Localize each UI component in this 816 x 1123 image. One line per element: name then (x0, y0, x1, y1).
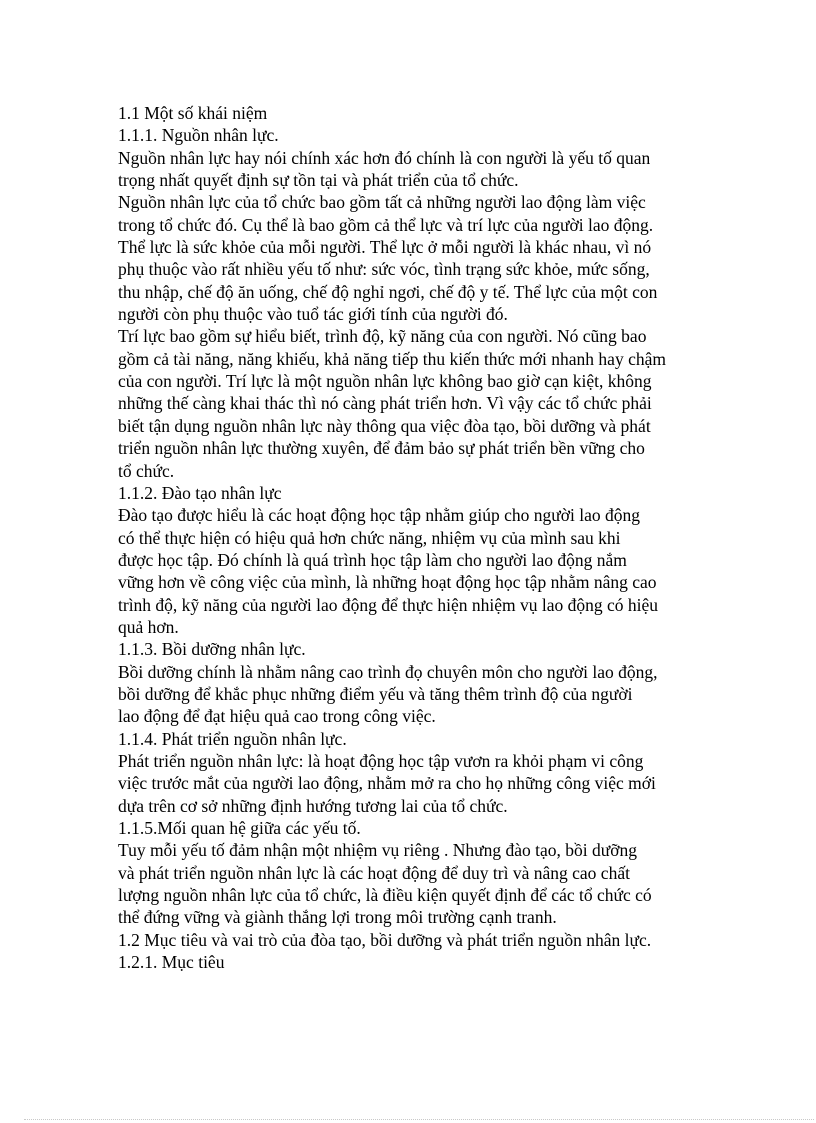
text-line: Trí lực bao gồm sự hiểu biết, trình độ, kỹ năng của con người. Nó cũng bao (118, 326, 647, 347)
subsection-heading: 1.1.3. Bồi dưỡng nhân lực. (118, 639, 306, 660)
text-line: Đào tạo được hiểu là các hoạt động học tập nhằm giúp cho người lao động (118, 505, 640, 526)
text-line: những thế càng khai thác thì nó càng phát triển hơn. Vì vậy các tổ chức phải (118, 393, 652, 414)
text-line: lượng nguồn nhân lực của tổ chức, là điều kiện quyết định để các tổ chức có (118, 885, 652, 906)
text-line: và phát triển nguồn nhân lực là các hoạt động để duy trì và nâng cao chất (118, 862, 630, 883)
text-line: bồi dưỡng để khắc phục những điểm yếu và tăng thêm trình độ của người (118, 683, 633, 704)
text-line: của con người. Trí lực là một nguồn nhân lực không bao giờ cạn kiệt, không (118, 371, 652, 392)
document-body (118, 102, 808, 973)
text-line: có thể thực hiện có hiệu quả hơn chức năng, nhiệm vụ của mình sau khi (118, 527, 621, 548)
text-line: triển nguồn nhân lực thường xuyên, để đảm bảo sự phát triển bền vững cho (118, 438, 645, 459)
subsection-heading: 1.1.1. Nguồn nhân lực. (118, 125, 279, 146)
text-line: trọng nhất quyết định sự tồn tại và phát triển của tổ chức. (118, 170, 519, 191)
text-line: quả hơn. (118, 616, 179, 637)
text-line: biết tận dụng nguồn nhân lực này thông qua việc đòa tạo, bồi dưỡng và phát (118, 415, 651, 436)
text-line: Nguồn nhân lực của tổ chức bao gồm tất cả những người lao động làm việc (118, 192, 646, 213)
text-line: Tuy mỗi yếu tố đảm nhận một nhiệm vụ riêng . Nhưng đào tạo, bồi dưỡng (118, 840, 637, 861)
section-heading: 1.2 Mục tiêu và vai trò của đòa tạo, bồi dưỡng và phát triển nguồn nhân lực. (118, 929, 652, 950)
text-line: trong tổ chức đó. Cụ thể là bao gồm cả thể lực và trí lực của người lao động. (118, 214, 654, 235)
text-line: vững hơn về công việc của mình, là những hoạt động học tập nhằm nâng cao (118, 572, 657, 593)
text-line: lao động để đạt hiệu quả cao trong công việc. (118, 706, 436, 727)
text-line: thu nhập, chế độ ăn uống, chế độ nghỉ ngơi, chế độ y tế. Thể lực của một con (118, 281, 658, 302)
text-line: việc trước mắt của người lao động, nhằm mở ra cho họ những công việc mới (118, 773, 656, 794)
text-line: Bồi dưỡng chính là nhằm nâng cao trình đọ chuyên môn cho người lao động, (118, 661, 658, 682)
text-line: Phát triển nguồn nhân lực: là hoạt động học tập vươn ra khỏi phạm vi công (118, 750, 644, 771)
text-line: phụ thuộc vào rất nhiều yếu tố như: sức vóc, tình trạng sức khỏe, mức sống, (118, 259, 650, 280)
subsection-heading: 1.1.4. Phát triển nguồn nhân lực. (118, 728, 347, 749)
text-line: người còn phụ thuộc vào tuổ tác giới tính của người đó. (118, 304, 508, 325)
text-line: thể đứng vững và giành thắng lợi trong môi trường cạnh tranh. (118, 907, 557, 928)
subsection-heading: 1.1.2. Đào tạo nhân lực (118, 482, 282, 503)
text-line: Thể lực là sức khỏe của mỗi người. Thể lực ở mỗi người là khác nhau, vì nó (118, 237, 652, 258)
text-line: dựa trên cơ sở những định hướng tương lai của tổ chức. (118, 795, 508, 816)
subsection-heading: 1.1.5.Mối quan hệ giữa các yếu tố. (118, 818, 361, 838)
text-line: Nguồn nhân lực hay nói chính xác hơn đó chính là con người là yếu tố quan (118, 147, 651, 168)
text-line: tổ chức. (118, 460, 175, 481)
text-line: trình độ, kỹ năng của người lao động để thực hiện nhiệm vụ lao động có hiệu (118, 594, 658, 615)
text-line: được học tập. Đó chính là quá trình học tập làm cho người lao động nắm (118, 549, 627, 570)
subsection-heading: 1.2.1. Mục tiêu (118, 952, 225, 973)
text-line: gồm cả tài năng, năng khiếu, khả năng tiếp thu kiến thức mới nhanh hay chậm (118, 348, 666, 369)
page-bottom-border (24, 1119, 814, 1120)
section-heading: 1.1 Một số khái niệm (118, 103, 268, 123)
